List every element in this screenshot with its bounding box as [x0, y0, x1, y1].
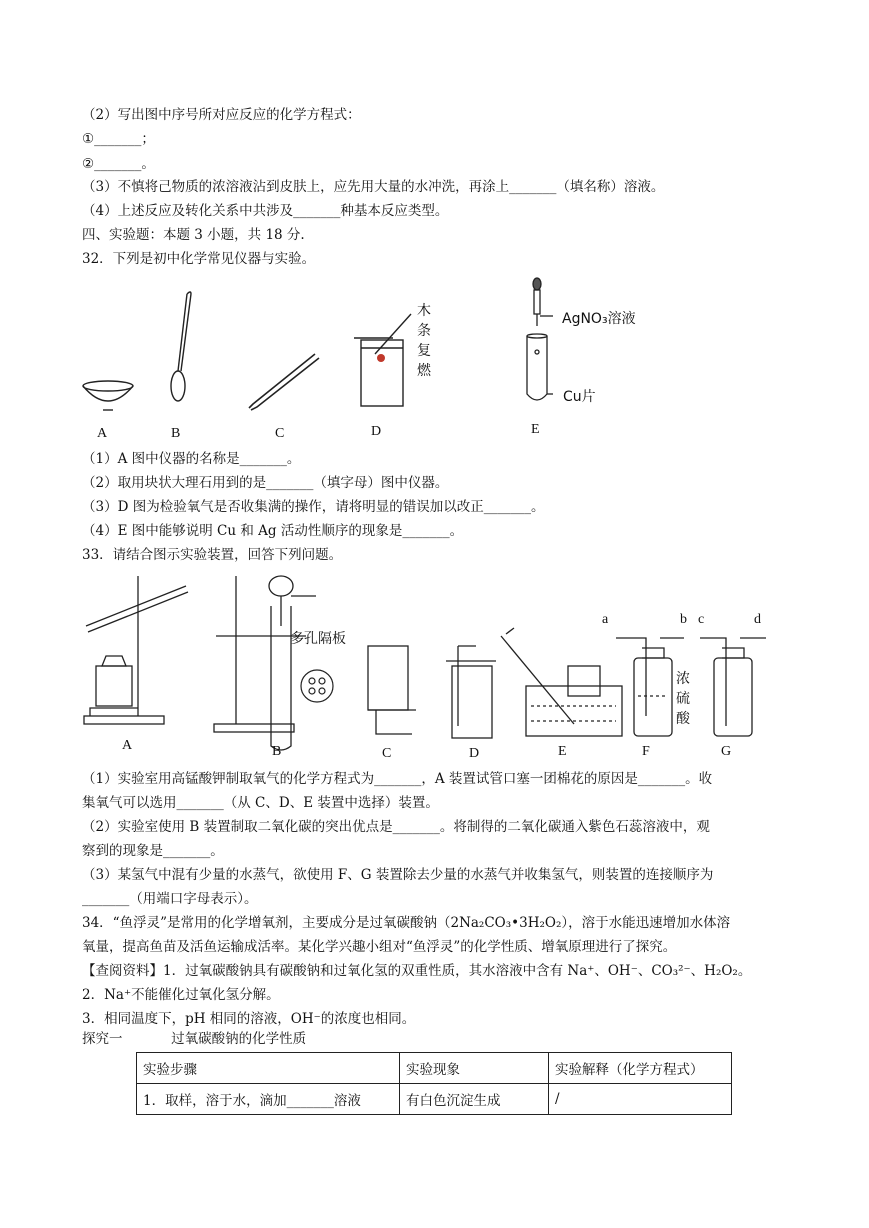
porous-plate-label: 多孔隔板 — [290, 631, 346, 647]
explore-title: 过氧碳酸钠的化学性质 — [171, 1031, 307, 1047]
f-acid-label-2: 硫 — [676, 691, 690, 707]
table-header-row — [137, 1053, 732, 1084]
port-c: c — [698, 612, 705, 627]
d-splint-text-2: 条 — [417, 323, 431, 339]
explore-label: 探究一 — [82, 1031, 123, 1047]
q34-explore-1 — [82, 1030, 306, 1048]
q33-part2-line2: 察到的现象是_______。 — [82, 843, 224, 859]
table-cell-explanation: / — [549, 1084, 732, 1115]
q31-part4: （4）上述反应及转化关系中共涉及_______种基本反应类型。 — [82, 203, 449, 219]
port-a: a — [602, 612, 609, 627]
e-reagent-label: AgNO₃溶液 — [562, 311, 636, 327]
porous-plate-icon — [301, 670, 333, 702]
port-d: d — [754, 612, 761, 627]
port-b: b — [680, 612, 687, 627]
q32-stem: 32．下列是初中化学常见仪器与实验。 — [82, 251, 316, 267]
table-header-step: 实验步骤 — [137, 1053, 400, 1084]
q33-part1-line1: （1）实验室用高锰酸钾制取氧气的化学方程式为_______，A 装置试管口塞一团棉花的原因是_______。收 — [82, 771, 713, 787]
apparatus-c-icon — [368, 646, 416, 734]
q33-apparatus-drawing — [76, 566, 776, 766]
q34-reference-3: 3．相同温度下，pH 相同的溶液，OH⁻的浓度也相同。 — [82, 1011, 416, 1027]
q33-part3-line1: （3）某氢气中混有少量的水蒸气，欲使用 F、G 装置除去少量的水蒸气并收集氢气，则装置的连接顺序为 — [82, 867, 714, 883]
q34-reference-1: 【查阅资料】1．过氧碳酸钠具有碳酸钠和过氧化氢的双重性质，其水溶液中含有 Na⁺、OH⁻、CO₃²⁻、H₂O₂。 — [82, 963, 752, 979]
e-metal-label: Cu片 — [563, 389, 596, 405]
q32-figure — [75, 276, 675, 446]
medicine-spoon-icon — [171, 292, 191, 401]
q33-figure — [76, 566, 776, 766]
evaporating-dish-icon — [83, 381, 133, 410]
q34-reference-2: 2．Na⁺不能催化过氧化氢分解。 — [82, 987, 280, 1003]
table-header-explanation: 实验解释（化学方程式） — [549, 1053, 732, 1084]
q34-line2: 氧量，提高鱼苗及活鱼运输成活率。某化学兴趣小组对“鱼浮灵”的化学性质、增氧原理进行了探究。 — [82, 939, 677, 955]
q33-part2-line1: （2）实验室使用 B 装置制取二氧化碳的突出优点是_______。将制得的二氧化碳通入紫色石蕊溶液中，观 — [82, 819, 710, 835]
apparatus-e-icon — [501, 628, 622, 736]
test-tube-icon — [527, 334, 553, 400]
d-splint-text-1: 木 — [417, 303, 431, 319]
f-acid-label-1: 浓 — [676, 671, 690, 687]
q33-stem: 33．请结合图示实验装置，回答下列问题。 — [82, 547, 343, 563]
q33-label-e: E — [558, 744, 567, 759]
q32-part1: （1）A 图中仪器的名称是_______。 — [82, 451, 301, 467]
q31-part2: （2）写出图中序号所对应反应的化学方程式： — [82, 107, 361, 123]
dropper-icon — [533, 278, 553, 326]
q34-line1: 34．“鱼浮灵”是常用的化学增氧剂，主要成分是过氧碳酸钠（2Na₂CO₃•3H₂O₂），溶于水能迅速增加水体溶 — [82, 915, 731, 931]
q31-equation-2: ②_______。 — [82, 156, 155, 172]
section-heading: 四、实验题：本题 3 小题，共 18 分. — [82, 227, 305, 243]
q33-label-d: D — [469, 746, 480, 761]
q32-part3: （3）D 图为检验氧气是否收集满的操作，请将明显的错误加以改正_______。 — [82, 499, 545, 515]
q31-equation-1: ①_______； — [82, 131, 155, 147]
q33-label-g: G — [721, 744, 732, 759]
q32-label-e: E — [531, 422, 540, 437]
tweezers-icon — [249, 354, 319, 410]
q33-part1-line2: 集氧气可以选用_______（从 C、D、E 装置中选择）装置。 — [82, 795, 439, 811]
table-header-phenomenon: 实验现象 — [400, 1053, 549, 1084]
q32-label-b: B — [171, 426, 181, 441]
d-splint-text-3: 复 — [417, 343, 431, 359]
q33-label-b: B — [272, 744, 282, 759]
apparatus-b-icon — [214, 576, 316, 750]
f-acid-label-3: 酸 — [676, 711, 690, 727]
q32-apparatus-drawing — [75, 276, 675, 446]
table-row — [137, 1084, 732, 1115]
q32-label-c: C — [275, 426, 285, 441]
q32-part4: （4）E 图中能够说明 Cu 和 Ag 活动性顺序的现象是_______。 — [82, 523, 464, 539]
apparatus-g-icon — [700, 638, 766, 736]
experiment-table — [136, 1052, 732, 1115]
table-cell-step: 1．取样，溶于水，滴加_______溶液 — [137, 1084, 400, 1115]
q33-part3-line2: _______（用端口字母表示）。 — [82, 891, 258, 907]
table-cell-phenomenon: 有白色沉淀生成 — [400, 1084, 549, 1115]
gas-bottle-icon — [354, 314, 411, 406]
q31-part3: （3）不慎将己物质的浓溶液沾到皮肤上，应先用大量的水冲洗，再涂上_______（填名称）溶液。 — [82, 179, 665, 195]
q32-label-d: D — [371, 424, 382, 439]
apparatus-d-icon — [446, 646, 496, 738]
q33-label-f: F — [642, 744, 650, 759]
q33-label-a: A — [122, 738, 133, 753]
apparatus-f-icon — [616, 638, 684, 736]
d-splint-text-4: 燃 — [417, 363, 431, 379]
apparatus-a-icon — [84, 576, 188, 724]
q32-part2: （2）取用块状大理石用到的是_______（填字母）图中仪器。 — [82, 475, 449, 491]
q32-label-a: A — [97, 426, 108, 441]
q33-label-c: C — [382, 746, 392, 761]
